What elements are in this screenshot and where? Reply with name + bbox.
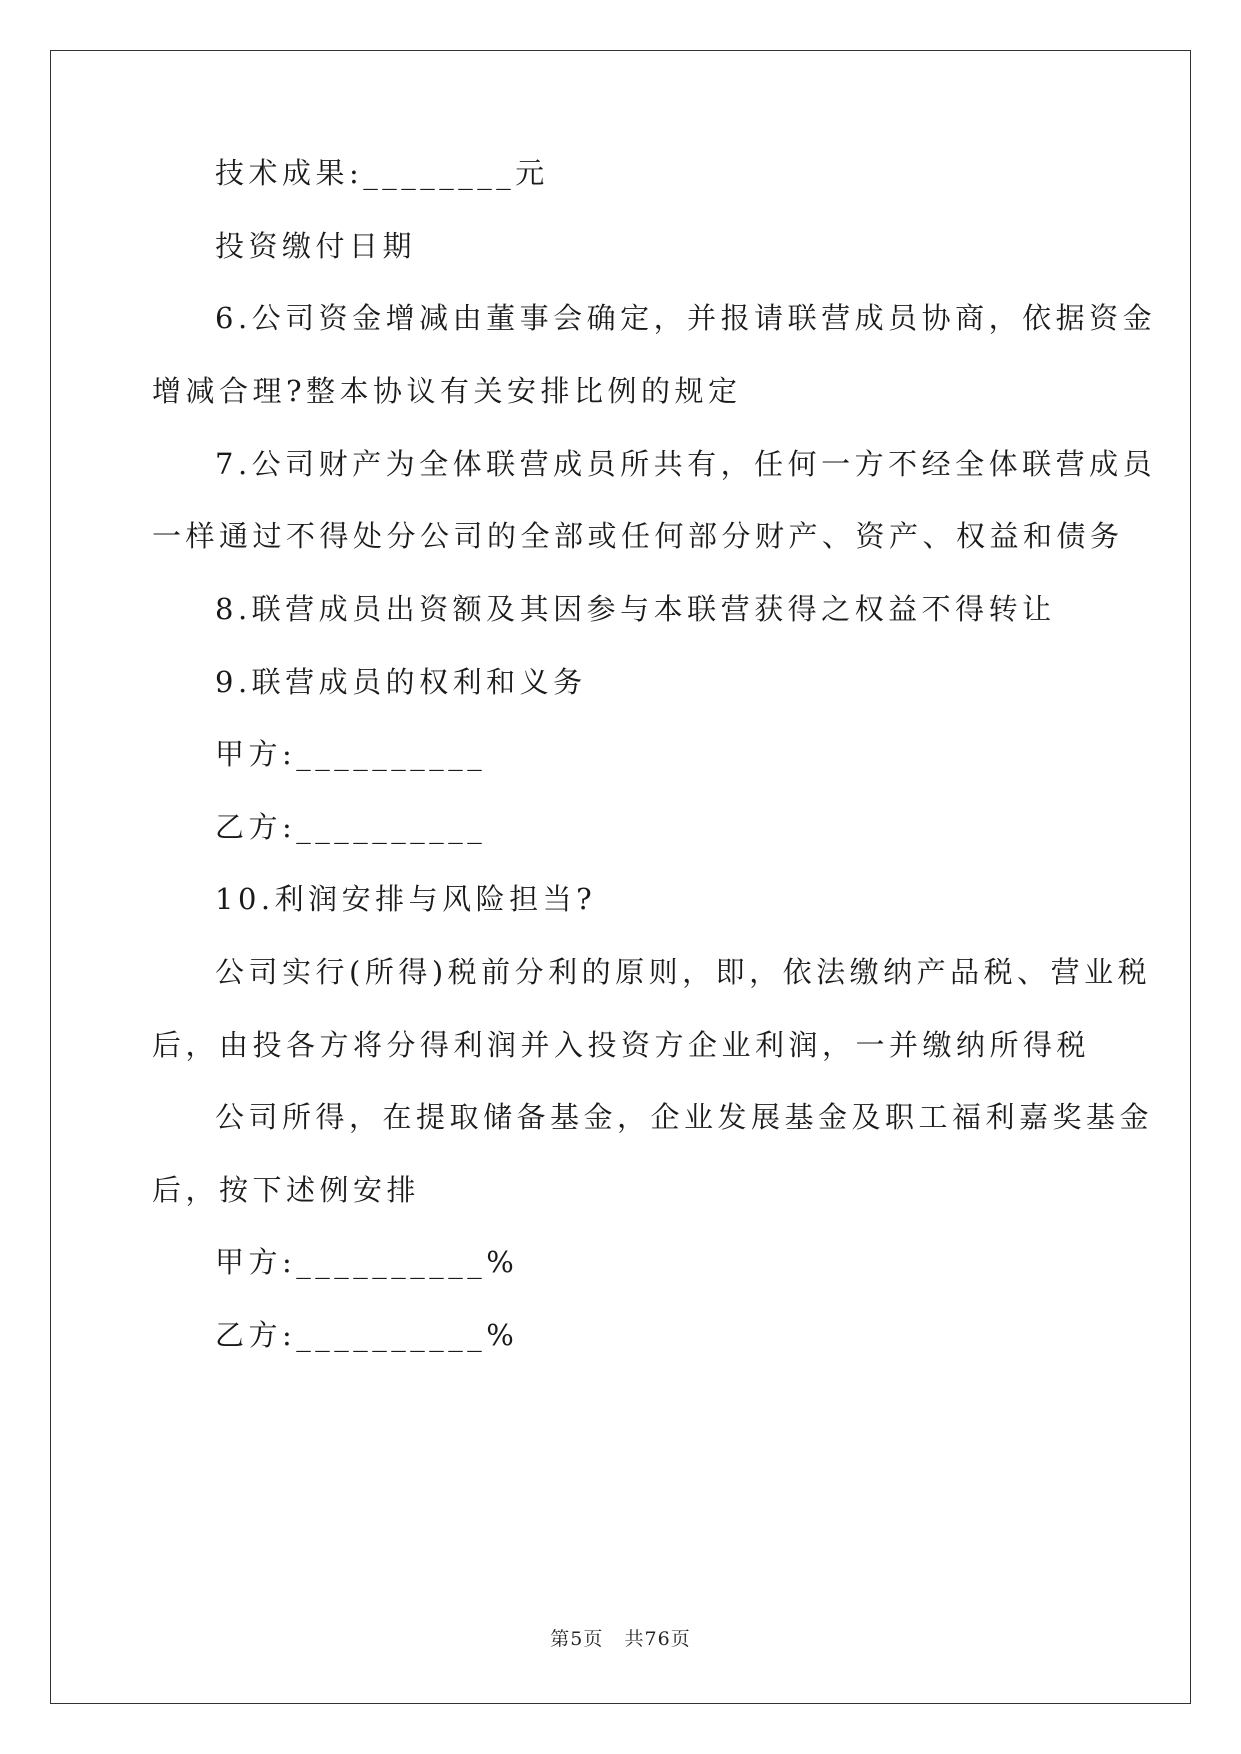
paragraph-line: 乙方:__________	[215, 810, 487, 844]
paragraph-line: 10.利润安排与风险担当?	[215, 882, 597, 916]
paragraph-line: 后，由投各方将分得利润并入投资方企业利润，一并缴纳所得税	[152, 1028, 1091, 1062]
paragraph-line: 8.联营成员出资额及其因参与本联营获得之权益不得转让	[215, 592, 1056, 626]
page-footer	[0, 1624, 1241, 1651]
paragraph-line: 一样通过不得处分公司的全部或任何部分财产、资产、权益和债务	[152, 519, 1124, 553]
paragraph-line: 公司所得，在提取储备基金，企业发展基金及职工福利嘉奖基金	[215, 1100, 1154, 1134]
paragraph-line: 7.公司财产为全体联营成员所共有，任何一方不经全体联营成员	[215, 447, 1157, 481]
paragraph-line: 投资缴付日期	[215, 229, 417, 263]
current-page-label: 第5页	[550, 1628, 604, 1650]
paragraph-line: 乙方:__________%	[215, 1318, 519, 1352]
paragraph-line: 甲方:__________	[215, 737, 487, 771]
paragraph-line: 9.联营成员的权利和义务	[215, 665, 587, 699]
paragraph-line: 甲方:__________%	[215, 1245, 519, 1279]
paragraph-line: 6.公司资金增减由董事会确定，并报请联营成员协商，依据资金	[215, 301, 1157, 335]
total-pages-label: 共76页	[624, 1628, 691, 1650]
paragraph-line: 增减合理?整本协议有关安排比例的规定	[152, 374, 742, 408]
paragraph-line: 后，按下述例安排	[152, 1173, 421, 1207]
paragraph-line: 技术成果:________元	[215, 156, 549, 190]
paragraph-line: 公司实行(所得)税前分利的原则，即，依法缴纳产品税、营业税	[215, 955, 1152, 989]
